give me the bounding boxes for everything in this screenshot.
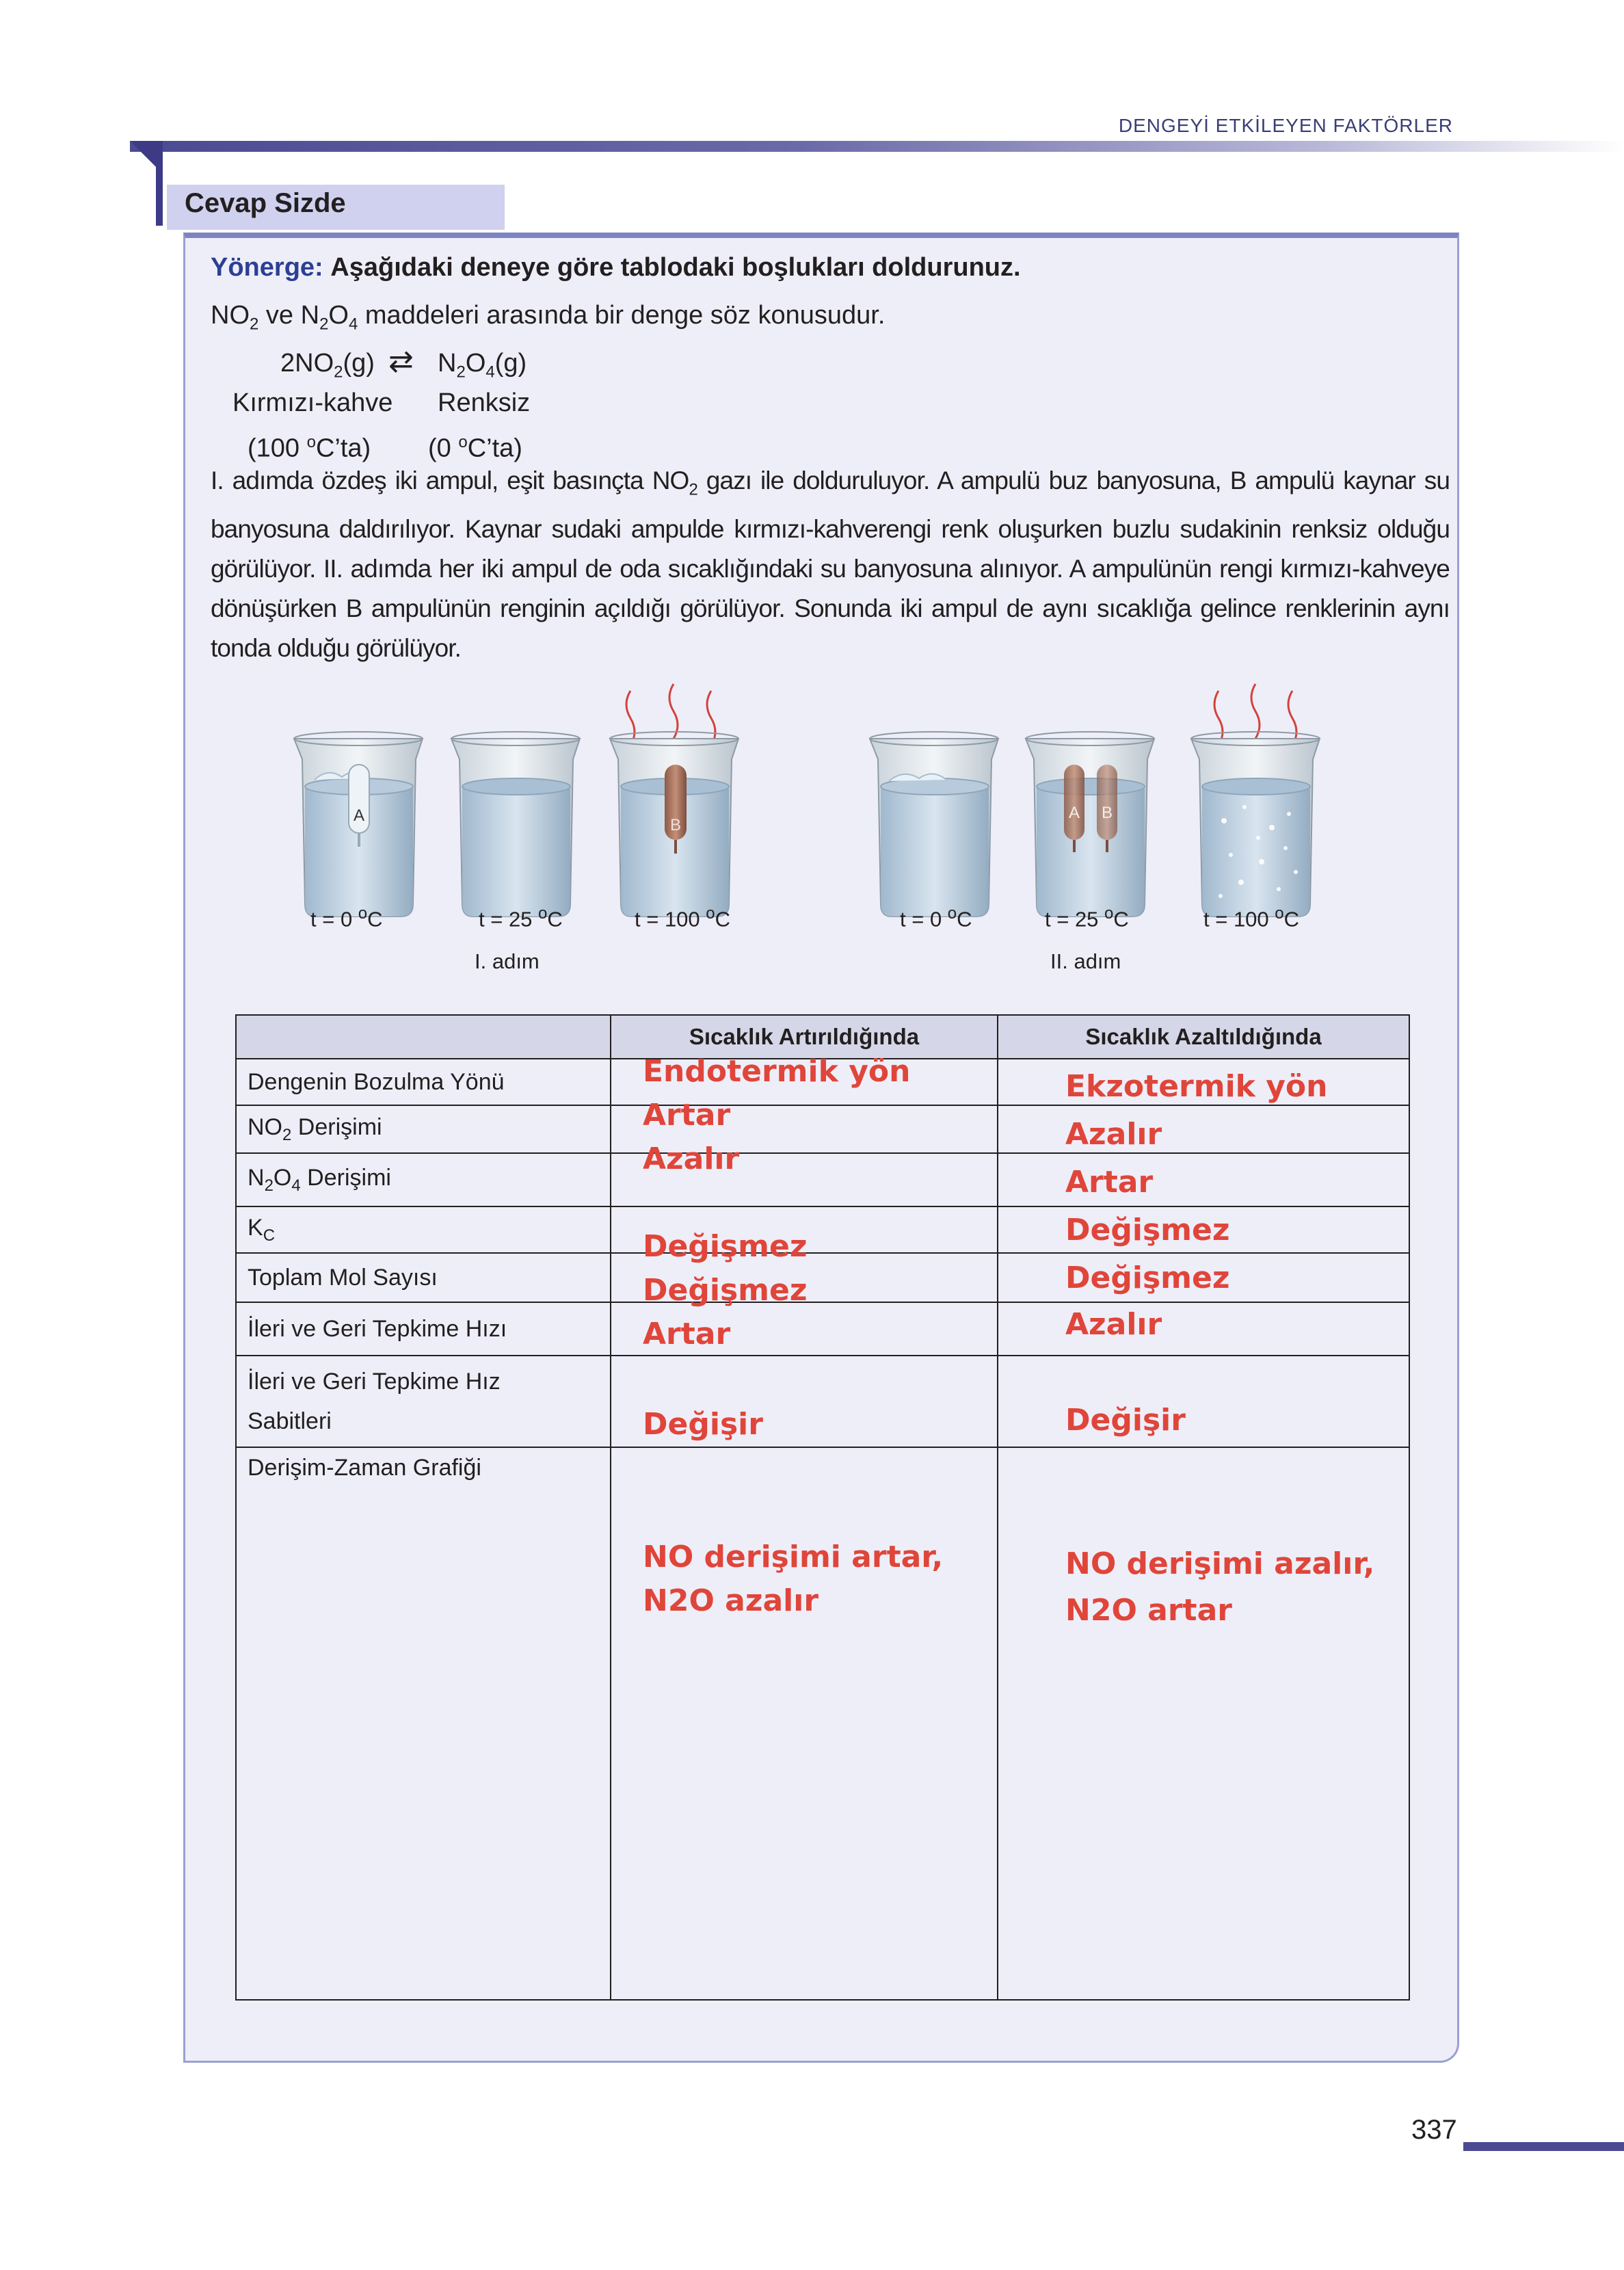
step2-label: II. adım [1050, 949, 1121, 973]
answer-increase-3: Azalır [643, 1141, 740, 1176]
beaker-step2-cold [870, 732, 998, 916]
answer-decrease-8b: N2O artar [1065, 1593, 1232, 1628]
beaker-step2-hot [1191, 684, 1320, 916]
table-header-decrease: Sıcaklık Azaltıldığında [998, 1015, 1409, 1059]
row-label: İleri ve Geri Tepkime Hızı [236, 1302, 611, 1356]
table-header-empty [236, 1015, 611, 1059]
table-row [236, 1105, 1409, 1153]
table-row [236, 1253, 1409, 1302]
left-color: Kırmızı-kahve [232, 388, 393, 417]
temp-label-3: t = 100 $^o$C [635, 904, 731, 932]
beaker-step1-hot [610, 684, 738, 916]
table-row [236, 1302, 1409, 1356]
temp-label-1: t = 0 $^o$C [310, 904, 383, 932]
row-label: Dengenin Bozulma Yönü [236, 1059, 611, 1105]
equation-right: $N_2O_4(g)$ [438, 349, 527, 382]
table-header-increase: Sıcaklık Artırıldığında [611, 1015, 998, 1059]
equation-left: $2NO_2(g)$ [280, 349, 375, 382]
experiment-description: I. adımda özdeş iki ampul, eşit basınçta $NO_2$ gazı ile dolduruluyor. A ampulü buz banyosuna, B ampulü kaynar su banyosuna daldırılıyor. Kaynar sudaki ampulde kırmızı-kahverengi renk oluşurken buzlu sudakinin renksiz olduğu görülüyor. II. adımda her iki ampul de oda sıcaklığındaki su banyosuna alınıyor. A ampulünün rengi kırmızı-kahveye dönüşürken B ampulünün renginin açıldığı görülüyor. Sonunda iki ampul de aynı sıcaklığa gelince renklerinin aynı tonda olduğu görülüyor. [211, 466, 1450, 663]
ampoule-b-label: B [669, 816, 682, 834]
page-number: 337 [1411, 2115, 1457, 2145]
answer-decrease-5: Değişmez [1065, 1261, 1230, 1295]
step1-label: I. adım [475, 949, 540, 973]
ampoule-b2-label: B [1101, 804, 1113, 822]
temp-label-6: t = 100 $^o$C [1203, 904, 1300, 932]
temp-label-4: t = 0 $^o$C [900, 904, 972, 932]
answer-decrease-3: Artar [1065, 1165, 1154, 1200]
table-row [236, 1447, 1409, 2000]
answer-cell[interactable] [998, 1356, 1409, 1447]
right-color: Renksiz [438, 388, 531, 417]
temp-label-5: t = 25 $^o$C [1045, 904, 1129, 932]
answer-cell[interactable] [998, 1302, 1409, 1356]
answer-cell[interactable] [998, 1153, 1409, 1206]
answer-table [235, 1014, 1410, 2001]
answer-increase-8b: N2O azalır [643, 1583, 819, 1618]
answer-decrease-2: Azalır [1065, 1117, 1162, 1152]
section-title: DENGEYİ ETKİLEYEN FAKTÖRLER [1118, 115, 1453, 136]
answer-decrease-4: Değişmez [1065, 1213, 1230, 1248]
answer-decrease-6: Azalır [1065, 1307, 1162, 1342]
page-number-bar [1463, 2142, 1624, 2151]
answer-decrease-8a: NO derişimi azalır, [1065, 1546, 1375, 1581]
table-row [236, 1153, 1409, 1206]
answer-decrease-1: Ekzotermik yön [1065, 1069, 1328, 1104]
temp-label-2: t = 25 $^o$C [479, 904, 563, 932]
ampoule-a2-label: A [1068, 804, 1080, 822]
right-temp: (0 $^o$C’ta) [428, 433, 522, 463]
experiment-figure [0, 0, 1624, 985]
row-label: $NO_2$ Derişimi [236, 1105, 611, 1153]
answer-increase-4: Değişmez [643, 1229, 808, 1264]
beaker-step2-room [1026, 732, 1154, 916]
row-label: Derişim-Zaman Grafiği [236, 1447, 611, 2000]
intro-line: $NO_2$ ve $N_2O_4$ maddeleri arasında bir denge söz konusudur. [211, 301, 886, 334]
box-title: Cevap Sizde [185, 188, 346, 218]
row-label: $K_C$ [236, 1206, 611, 1253]
instruction-text: Aşağıdaki deneye göre tablodaki boşlukları doldurunuz. [330, 253, 1021, 282]
instruction-label: Yönerge: [211, 253, 323, 282]
answer-increase-6: Artar [643, 1317, 731, 1351]
answer-decrease-7: Değişir [1065, 1403, 1186, 1438]
row-label: Toplam Mol Sayısı [236, 1253, 611, 1302]
table-row [236, 1206, 1409, 1253]
row-label: $N_2O_4$ Derişimi [236, 1153, 611, 1206]
left-temp: (100 $^o$C’ta) [248, 433, 371, 463]
equilibrium-arrow-icon: ⇄ [388, 345, 414, 378]
answer-cell[interactable] [611, 1447, 998, 2000]
answer-cell[interactable] [998, 1105, 1409, 1153]
beaker-step1-room [451, 732, 580, 916]
ampoule-a-label: A [353, 806, 365, 825]
answer-increase-5: Değişmez [643, 1273, 808, 1308]
answer-increase-2: Artar [643, 1098, 731, 1133]
table-row [236, 1356, 1409, 1447]
answer-increase-7: Değişir [643, 1407, 763, 1442]
answer-increase-8a: NO derişimi artar, [643, 1540, 944, 1574]
answer-cell[interactable] [998, 1447, 1409, 2000]
row-label: İleri ve Geri Tepkime Hız Sabitleri [236, 1356, 611, 1447]
answer-increase-1: Endotermik yön [643, 1054, 911, 1089]
